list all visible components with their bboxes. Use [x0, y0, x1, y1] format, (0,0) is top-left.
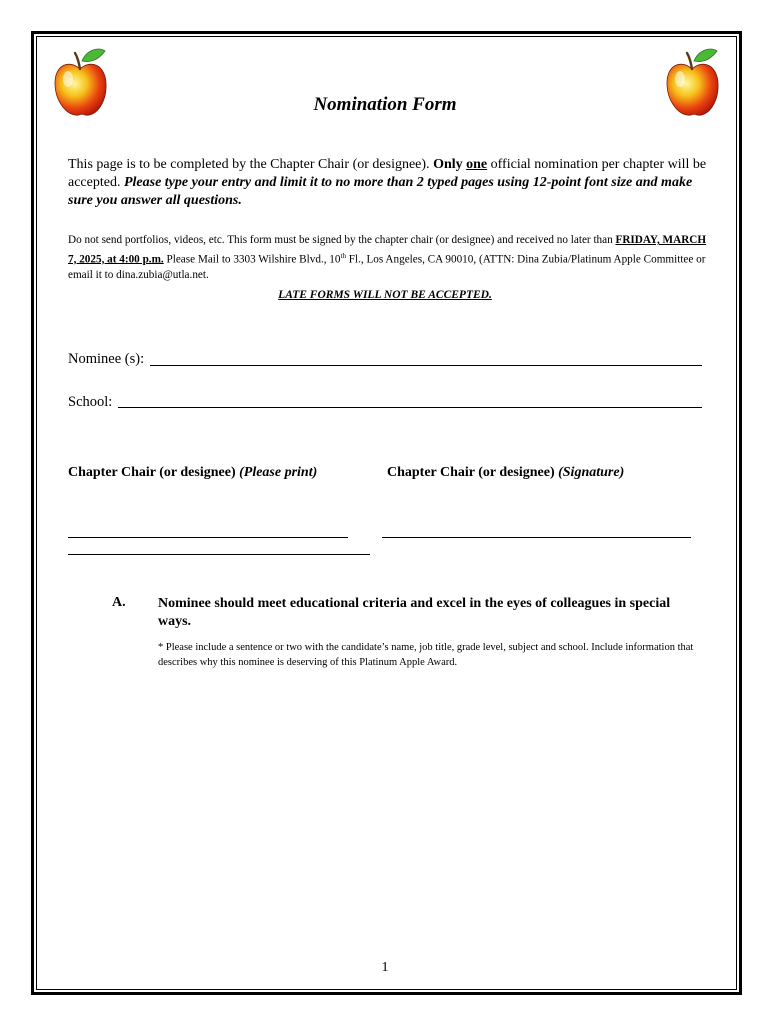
intro-one: one	[466, 157, 488, 172]
section-a-heading: Nominee should meet educational criteria and excel in the eyes of colleagues in special ways.	[158, 596, 671, 629]
notice-text-2: Please Mail to 3303 Wilshire Blvd., 10	[163, 253, 341, 266]
section-a-letter: A.	[112, 595, 126, 610]
intro-only: Only	[433, 157, 463, 172]
notice-text-3: Fl., Los Angeles, CA 90010, (ATTN: Dina Zubia/Platinum Apple Committee or email it to dina.zubia@utla.net.	[68, 253, 706, 281]
notice-text: Do not send portfolios, videos, etc. This form must be signed by the chapter chair (or designee) and received no later than	[68, 234, 616, 246]
deadline-text: FRIDAY, MARCH 7, 2025, at 4:00 p.m.	[68, 234, 707, 266]
nominee-field[interactable]	[150, 365, 702, 366]
chair-signature-text: Chapter Chair (or designee)	[387, 465, 555, 480]
chair-print-hint: (Please print)	[239, 465, 318, 480]
chair-print-label	[68, 465, 317, 481]
page-title: Nomination Form	[313, 94, 457, 115]
school-label: School:	[68, 394, 113, 410]
notice-paragraph	[68, 233, 708, 283]
chair-print-field-2[interactable]	[68, 554, 370, 555]
chair-print-text: Chapter Chair (or designee)	[68, 465, 236, 480]
late-forms-notice: LATE FORMS WILL NOT BE ACCEPTED.	[278, 289, 492, 301]
intro-text-2: official nomination per chapter will be accepted.	[68, 157, 707, 190]
section-a-note: * Please include a sentence or two with the candidate’s name, job title, grade level, subject and school. Include information that describes why this nominee is deserving of this Platinum Apple Award.	[158, 642, 694, 668]
intro-instruction: Please type your entry and limit it to no more than 2 typed pages using 12-point font size and make sure you answer all questions.	[68, 175, 693, 208]
chair-signature-label	[387, 465, 624, 481]
notice-superscript: th	[340, 251, 346, 260]
school-field[interactable]	[118, 407, 702, 408]
chair-signature-hint: (Signature)	[558, 465, 625, 480]
nominee-label: Nominee (s):	[68, 351, 145, 367]
intro-text: This page is to be completed by the Chapter Chair (or designee).	[68, 157, 434, 172]
chair-signature-field[interactable]	[382, 537, 691, 538]
chair-print-field[interactable]	[68, 537, 348, 538]
intro-paragraph	[68, 156, 708, 210]
page-number: 1	[381, 960, 389, 975]
